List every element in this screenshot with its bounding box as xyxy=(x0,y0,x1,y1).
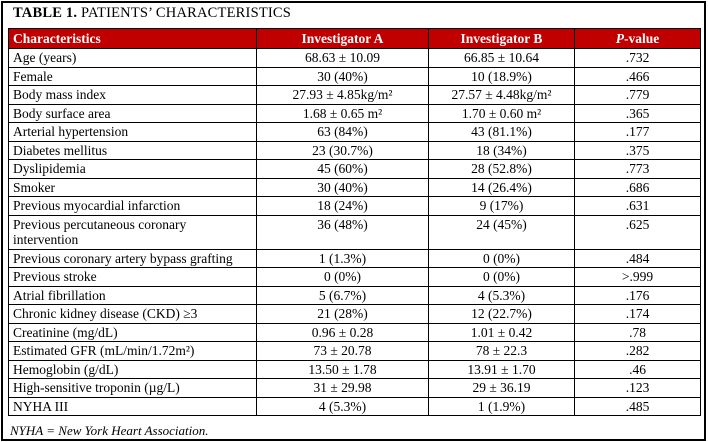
row-label: Previous percutaneous coronary intervention xyxy=(9,215,257,249)
cell-p-value: .176 xyxy=(575,286,701,305)
cell-p-value: .282 xyxy=(575,342,701,361)
table-row xyxy=(9,49,701,68)
cell-investigator-a: 0 (0%) xyxy=(257,268,429,287)
table-row xyxy=(9,178,701,197)
table-row xyxy=(9,379,701,398)
table-title-text: PATIENTS’ CHARACTERISTICS xyxy=(77,5,292,21)
row-label: Female xyxy=(9,67,257,86)
cell-investigator-a: 4 (5.3%) xyxy=(257,397,429,416)
cell-investigator-b: 4 (5.3%) xyxy=(429,286,575,305)
cell-p-value: .46 xyxy=(575,360,701,379)
cell-investigator-b: 1.70 ± 0.60 m² xyxy=(429,104,575,123)
cell-investigator-a: 13.50 ± 1.78 xyxy=(257,360,429,379)
cell-investigator-b: 12 (22.7%) xyxy=(429,305,575,324)
table-row xyxy=(9,397,701,416)
cell-investigator-a: 68.63 ± 10.09 xyxy=(257,49,429,68)
table-row xyxy=(9,215,701,249)
cell-investigator-b: 10 (18.9%) xyxy=(429,67,575,86)
cell-investigator-a: 31 ± 29.98 xyxy=(257,379,429,398)
table-row xyxy=(9,141,701,160)
table-row xyxy=(9,305,701,324)
cell-p-value: .732 xyxy=(575,49,701,68)
patients-characteristics-table xyxy=(8,28,701,416)
cell-investigator-a: 5 (6.7%) xyxy=(257,286,429,305)
cell-investigator-a: 45 (60%) xyxy=(257,160,429,179)
cell-investigator-b: 27.57 ± 4.48kg/m² xyxy=(429,86,575,105)
header-row xyxy=(9,29,701,49)
table-row xyxy=(9,197,701,216)
cell-p-value: .773 xyxy=(575,160,701,179)
cell-p-value: .177 xyxy=(575,123,701,142)
table-row xyxy=(9,104,701,123)
row-label: Estimated GFR (mL/min/1.72m²) xyxy=(9,342,257,361)
cell-investigator-b: 9 (17%) xyxy=(429,197,575,216)
cell-p-value: .365 xyxy=(575,104,701,123)
cell-investigator-b: 0 (0%) xyxy=(429,249,575,268)
cell-investigator-b: 29 ± 36.19 xyxy=(429,379,575,398)
column-header-investigator-a: Investigator A xyxy=(257,29,429,49)
cell-investigator-b: 0 (0%) xyxy=(429,268,575,287)
cell-investigator-a: 36 (48%) xyxy=(257,215,429,249)
cell-investigator-b: 78 ± 22.3 xyxy=(429,342,575,361)
cell-investigator-b: 14 (26.4%) xyxy=(429,178,575,197)
cell-investigator-b: 43 (81.1%) xyxy=(429,123,575,142)
table-row xyxy=(9,249,701,268)
column-header-investigator-b: Investigator B xyxy=(429,29,575,49)
row-label: Diabetes mellitus xyxy=(9,141,257,160)
cell-p-value: .779 xyxy=(575,86,701,105)
page-title xyxy=(13,5,291,22)
row-label: Arterial hypertension xyxy=(9,123,257,142)
row-label: Dyslipidemia xyxy=(9,160,257,179)
row-label: Previous coronary artery bypass grafting xyxy=(9,249,257,268)
table-row xyxy=(9,323,701,342)
cell-investigator-b: 1.01 ± 0.42 xyxy=(429,323,575,342)
cell-p-value: .631 xyxy=(575,197,701,216)
cell-investigator-b: 1 (1.9%) xyxy=(429,397,575,416)
table-number-label: TABLE 1. xyxy=(13,5,78,21)
p-value-suffix: -value xyxy=(624,31,660,46)
cell-p-value: .174 xyxy=(575,305,701,324)
cell-investigator-a: 30 (40%) xyxy=(257,178,429,197)
cell-investigator-a: 0.96 ± 0.28 xyxy=(257,323,429,342)
cell-p-value: .466 xyxy=(575,67,701,86)
row-label: Age (years) xyxy=(9,49,257,68)
cell-investigator-a: 27.93 ± 4.85kg/m² xyxy=(257,86,429,105)
cell-investigator-a: 18 (24%) xyxy=(257,197,429,216)
table-row xyxy=(9,268,701,287)
cell-investigator-b: 66.85 ± 10.64 xyxy=(429,49,575,68)
cell-investigator-b: 13.91 ± 1.70 xyxy=(429,360,575,379)
cell-p-value: >.999 xyxy=(575,268,701,287)
cell-p-value: .686 xyxy=(575,178,701,197)
table-row xyxy=(9,342,701,361)
cell-investigator-a: 73 ± 20.78 xyxy=(257,342,429,361)
cell-investigator-b: 18 (34%) xyxy=(429,141,575,160)
cell-investigator-b: 28 (52.8%) xyxy=(429,160,575,179)
table-row xyxy=(9,67,701,86)
row-label: Body mass index xyxy=(9,86,257,105)
row-label: Smoker xyxy=(9,178,257,197)
table-row xyxy=(9,86,701,105)
table-row xyxy=(9,123,701,142)
column-header-p-value xyxy=(575,29,701,49)
cell-investigator-b: 24 (45%) xyxy=(429,215,575,249)
row-label: Chronic kidney disease (CKD) ≥3 xyxy=(9,305,257,324)
cell-investigator-a: 63 (84%) xyxy=(257,123,429,142)
cell-investigator-a: 21 (28%) xyxy=(257,305,429,324)
cell-p-value: .375 xyxy=(575,141,701,160)
row-label: Creatinine (mg/dL) xyxy=(9,323,257,342)
row-label: NYHA III xyxy=(9,397,257,416)
row-label: Previous myocardial infarction xyxy=(9,197,257,216)
footnote: NYHA = New York Heart Association. xyxy=(10,423,209,438)
cell-p-value: .484 xyxy=(575,249,701,268)
table-row xyxy=(9,360,701,379)
cell-investigator-a: 23 (30.7%) xyxy=(257,141,429,160)
cell-investigator-a: 1 (1.3%) xyxy=(257,249,429,268)
table-body xyxy=(9,49,701,416)
cell-p-value: .485 xyxy=(575,397,701,416)
cell-investigator-a: 30 (40%) xyxy=(257,67,429,86)
table-row xyxy=(9,160,701,179)
row-label: Previous stroke xyxy=(9,268,257,287)
cell-investigator-a: 1.68 ± 0.65 m² xyxy=(257,104,429,123)
row-label: Atrial fibrillation xyxy=(9,286,257,305)
cell-p-value: .78 xyxy=(575,323,701,342)
row-label: High-sensitive troponin (µg/L) xyxy=(9,379,257,398)
cell-p-value: .123 xyxy=(575,379,701,398)
column-header-characteristics: Characteristics xyxy=(9,29,257,49)
row-label: Body surface area xyxy=(9,104,257,123)
table-row xyxy=(9,286,701,305)
cell-p-value: .625 xyxy=(575,215,701,249)
row-label: Hemoglobin (g/dL) xyxy=(9,360,257,379)
p-value-italic-letter: P xyxy=(615,31,624,46)
